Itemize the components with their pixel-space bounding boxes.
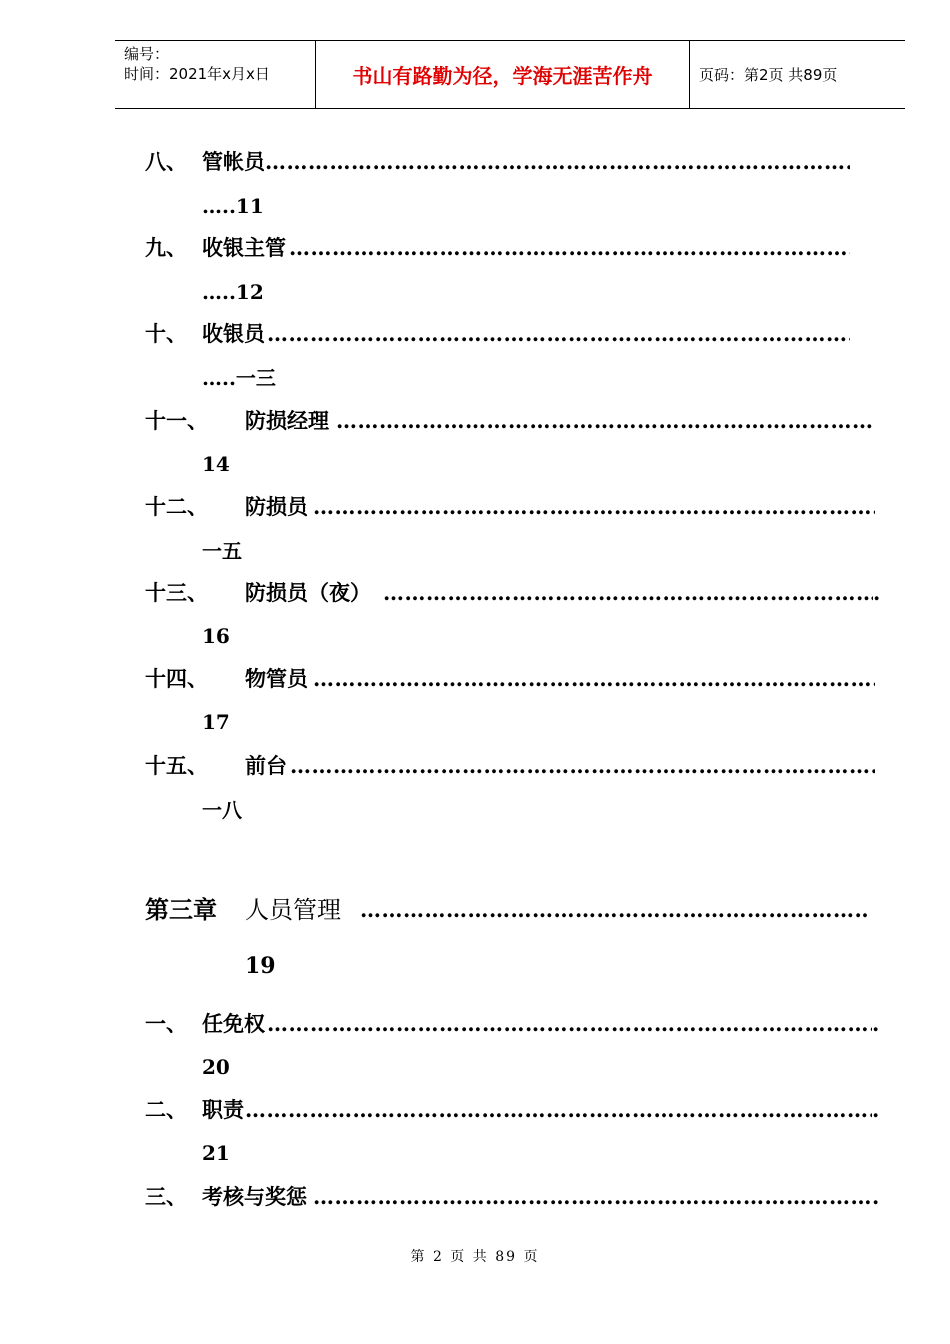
toc-leader — [313, 1182, 872, 1212]
toc-entry[interactable] — [145, 578, 885, 608]
toc-number: 九、 — [145, 235, 187, 260]
toc-entry[interactable] — [145, 664, 875, 694]
toc-title: 前台 — [245, 753, 287, 778]
toc-chapter-entry[interactable] — [145, 893, 870, 927]
toc-title: 收银主管 — [202, 235, 286, 260]
toc-entry[interactable] — [145, 1182, 880, 1212]
toc-leader — [267, 319, 850, 349]
toc-title: 防损员 — [245, 494, 308, 519]
time-label: 时间：2021年x月x日 — [124, 65, 270, 83]
toc-end-mark: . — [873, 580, 881, 605]
toc-page: 16 — [202, 624, 230, 648]
chapter-page: 19 — [245, 953, 276, 979]
toc-entry[interactable] — [145, 319, 850, 349]
toc-leader — [265, 147, 850, 177]
toc-leader — [336, 406, 875, 436]
toc-leader — [383, 578, 873, 608]
toc-title: 考核与奖惩 — [202, 1184, 307, 1209]
toc-entry[interactable] — [145, 492, 875, 522]
toc-page: 一五 — [202, 539, 242, 563]
toc-page: 20 — [202, 1055, 230, 1079]
page-header — [115, 40, 905, 109]
toc-entry[interactable] — [145, 1095, 880, 1125]
toc-leader — [290, 751, 875, 781]
toc-entry[interactable] — [145, 406, 875, 436]
chapter-number: 第三章 — [145, 895, 217, 924]
toc-number: 十五、 — [145, 753, 208, 778]
toc-title: 防损员（夜） — [245, 580, 371, 605]
toc-title: 防损经理 — [245, 408, 329, 433]
toc-entry[interactable] — [145, 233, 850, 263]
toc-number: 二、 — [145, 1097, 187, 1122]
toc-end-mark: . — [872, 1011, 880, 1036]
toc-title: 职责 — [202, 1097, 244, 1122]
toc-leader — [313, 492, 875, 522]
toc-number: 十三、 — [145, 580, 208, 605]
header-page-info: 页码：第2页 共89页 — [699, 66, 838, 84]
toc-number: 十一、 — [145, 408, 208, 433]
toc-number: 十二、 — [145, 494, 208, 519]
toc-page: 17 — [202, 710, 230, 734]
chapter-title: 人员管理 — [245, 896, 341, 924]
toc-number: 三、 — [145, 1184, 187, 1209]
toc-leader — [289, 233, 850, 263]
toc-title: 收银员 — [202, 321, 265, 346]
toc-entry[interactable] — [145, 1009, 880, 1039]
toc-page: …..一三 — [202, 366, 276, 390]
toc-end-mark: . — [872, 1097, 880, 1122]
toc-page: …..11 — [202, 194, 264, 218]
toc-end-mark: . — [872, 1184, 880, 1209]
toc-entry[interactable] — [145, 751, 875, 781]
toc-title: 管帐员 — [202, 149, 265, 174]
toc-leader — [360, 893, 870, 927]
number-label: 编号： — [124, 45, 170, 63]
toc-page: 14 — [202, 452, 230, 476]
toc-leader — [313, 664, 875, 694]
toc-leader — [245, 1095, 872, 1125]
header-meta — [115, 41, 316, 108]
header-motto: 书山有路勤为径，学海无涯苦作舟 — [316, 41, 690, 108]
toc-title: 任免权 — [202, 1011, 265, 1036]
toc-number: 八、 — [145, 149, 187, 174]
toc-leader — [267, 1009, 872, 1039]
toc-title: 物管员 — [245, 666, 308, 691]
page-footer: 第 2 页 共 89 页 — [410, 1249, 540, 1265]
toc-page: 21 — [202, 1141, 230, 1165]
toc-number: 十四、 — [145, 666, 208, 691]
toc-page: …..12 — [202, 280, 264, 304]
toc-number: 十、 — [145, 321, 187, 346]
toc-number: 一、 — [145, 1011, 187, 1036]
toc-entry[interactable] — [145, 147, 850, 177]
toc-page: 一八 — [202, 798, 242, 822]
